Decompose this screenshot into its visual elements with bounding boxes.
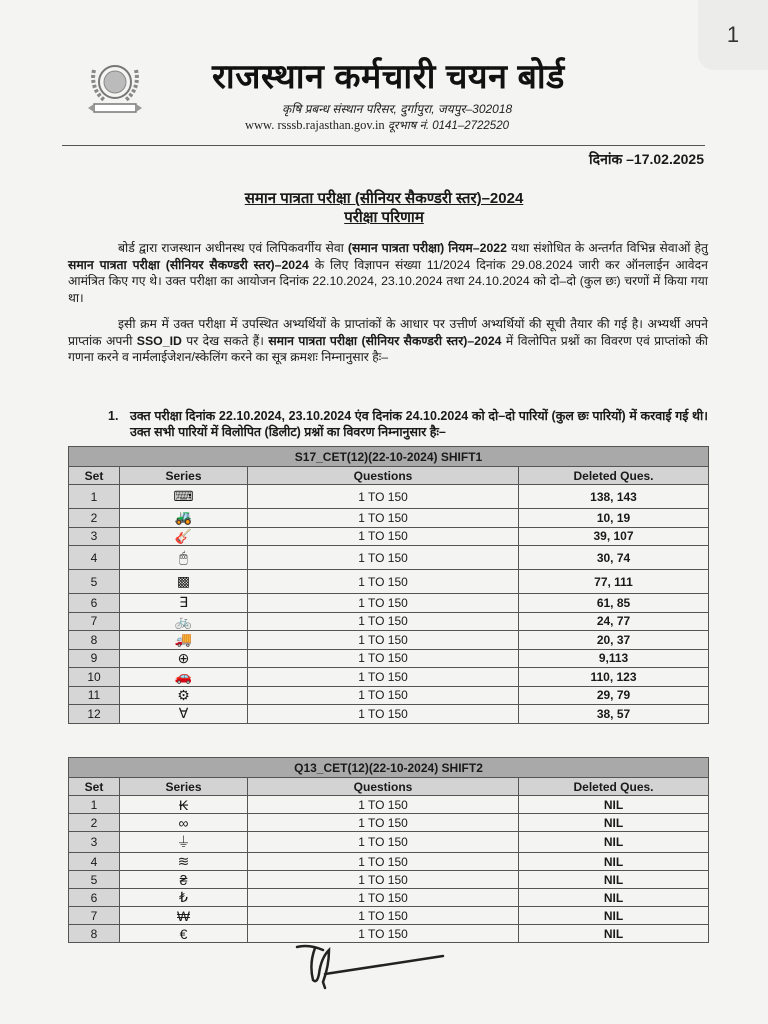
table-row: 12 ∀ 1 TO 150 38, 57 (69, 705, 709, 724)
paragraph-intro: बोर्ड द्वारा राजस्थान अधीनस्थ एवं लिपिकवर्गीय सेवा (समान पात्रता परीक्षा) नियम–2022 यथा संशोधित के अन्तर्गत विभिन्न सेवाओं हेतु समान पात्रता परीक्षा (सीनियर सैकण्डरी स्तर)–2024 के लिए विज्ञापन संख्या 11/2024 दिनांक 29.08.2024 जारी कर ऑनलाईन आवेदन आमंत्रित किए गए थे। उक्त परीक्षा का आयोजन दिनांक 22.10.2024, 23.10.2024 तथा 24.10.2024 को दो–दो (कुल छः) चरणों में किया गया था। (68, 241, 708, 305)
deleted-questions-table-shift1 (68, 446, 709, 724)
table-row: 11 ⚙ 1 TO 150 29, 79 (69, 686, 709, 705)
rsssb-emblem-icon (82, 54, 148, 120)
tractor-icon: 🚜 (120, 509, 248, 528)
table-row: 1 ₭ 1 TO 150 NIL (69, 796, 709, 814)
car-icon: 🚗 (120, 668, 248, 687)
col-series: Series (120, 778, 248, 796)
table-row: 9 ⊕ 1 TO 150 9,113 (69, 649, 709, 668)
table-row: 7 ₩ 1 TO 150 NIL (69, 907, 709, 925)
table-row: 4 ≋ 1 TO 150 NIL (69, 853, 709, 871)
org-name: राजस्थान कर्मचारी चयन बोर्ड (212, 58, 565, 96)
table-row: 4 🖱 1 TO 150 30, 74 (69, 546, 709, 570)
table-row: 2 ∞ 1 TO 150 NIL (69, 814, 709, 832)
approx-equal-icon: ≋ (120, 853, 248, 871)
bicycle-icon: 🚲 (120, 612, 248, 631)
table-row: 2 🚜 1 TO 150 10, 19 (69, 509, 709, 528)
table-row: 1 ⌨ 1 TO 150 138, 143 (69, 485, 709, 509)
point-text: उक्त परीक्षा दिनांक 22.10.2024, 23.10.2024 एंव दिनांक 24.10.2024 को दो–दो पारियों (कुल छः पारियों) में करवाई गई थी। उक्त सभी पारियों में विलोपित (डिलीट) प्रश्नों का विवरण निम्नानुसार हैः– (130, 409, 708, 439)
symbol-icon: ₴ (120, 871, 248, 889)
kip-icon: ₭ (120, 796, 248, 814)
compass-icon: ⊕ (120, 649, 248, 668)
won-icon: ₩ (120, 907, 248, 925)
table-row: 5 ▩ 1 TO 150 77, 111 (69, 570, 709, 594)
table-row: 8 € 1 TO 150 NIL (69, 925, 709, 943)
document-date: दिनांक –17.02.2025 (589, 151, 704, 167)
table-row: 10 🚗 1 TO 150 110, 123 (69, 668, 709, 687)
table-row: 8 🚚 1 TO 150 20, 37 (69, 631, 709, 650)
table-row: 3 ⏚ 1 TO 150 NIL (69, 832, 709, 853)
signature-icon (295, 944, 445, 990)
reverse-e-icon: ∃ (120, 594, 248, 613)
point-number: 1. (108, 409, 119, 423)
org-contact (245, 118, 509, 133)
deleted-questions-table-shift2 (68, 757, 709, 943)
euro-icon: € (120, 925, 248, 943)
document-subtitle: परीक्षा परिणाम (344, 209, 424, 226)
mouse-icon: 🖱 (120, 546, 248, 570)
phone-number: 0141–2722520 (432, 120, 509, 132)
phone-label: दूरभाष नं. (387, 120, 430, 132)
ground-symbol-icon: ⏚ (120, 832, 248, 853)
table-row: 5 ₴ 1 TO 150 NIL (69, 871, 709, 889)
table-row: 6 ₺ 1 TO 150 NIL (69, 889, 709, 907)
table-row: 3 🎸 1 TO 150 39, 107 (69, 527, 709, 546)
for-all-icon: ∀ (120, 705, 248, 724)
table-row: 7 🚲 1 TO 150 24, 77 (69, 612, 709, 631)
col-deleted: Deleted Ques. (519, 467, 709, 485)
typewriter-icon: ⌨ (120, 485, 248, 509)
col-set: Set (69, 467, 120, 485)
page-number-badge: 1 (698, 0, 768, 70)
truck-icon: 🚚 (120, 631, 248, 650)
col-questions: Questions (248, 778, 519, 796)
excavator-icon: ⚙ (120, 686, 248, 705)
table-caption: S17_CET(12)(22-10-2024) SHIFT1 (69, 447, 709, 467)
col-questions: Questions (248, 467, 519, 485)
col-deleted: Deleted Ques. (519, 778, 709, 796)
point-1 (108, 408, 708, 440)
org-address: कृषि प्रबन्ध संस्थान परिसर, दुर्गापुरा, जयपुर–302018 (282, 102, 513, 116)
website-link[interactable]: www. rsssb.rajasthan.gov.in (245, 118, 385, 132)
header-divider (62, 145, 705, 146)
table-row: 6 ∃ 1 TO 150 61, 85 (69, 594, 709, 613)
pattern-icon: ▩ (120, 570, 248, 594)
tenge-icon: ₺ (120, 889, 248, 907)
col-series: Series (120, 467, 248, 485)
paragraph-result: इसी क्रम में उक्त परीक्षा में उपस्थित अभ्यर्थियों के प्राप्तांकों के आधार पर उत्तीर्ण अभ्यर्थियों की सूची तैयार की गई है। अभ्यर्थी अपने प्राप्तांक अपनी SSO_ID पर देख सकते हैं। समान पात्रता परीक्षा (सीनियर सैकण्डरी स्तर)–2024 में विलोपित प्रश्नों का विवरण एवं प्राप्तांको की गणना करने व नार्मलाईजेशन/स्केलिंग करने का सूत्र क्रमशः निम्नानुसार हैः– (68, 317, 708, 364)
guitar-icon: 🎸 (120, 527, 248, 546)
document-title: समान पात्रता परीक्षा (सीनियर सैकण्डरी स्तर)–2024 (244, 190, 524, 207)
infinity-icon: ∞ (120, 814, 248, 832)
table-caption: Q13_CET(12)(22-10-2024) SHIFT2 (69, 758, 709, 778)
col-set: Set (69, 778, 120, 796)
